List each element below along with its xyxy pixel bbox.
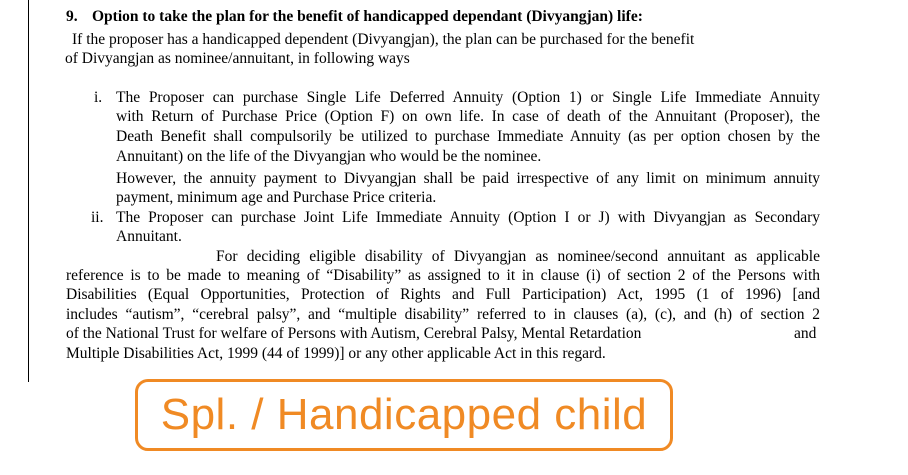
item-i-line-2: with Return of Purchase Price (Option F) on own life. In case of death of the Annuitant (Proposer), the bbox=[116, 108, 820, 125]
disability-line-5: of the National Trust for welfare of Persons with Autism, Cerebral Palsy, Mental Retardation bbox=[66, 325, 642, 342]
intro-line-2: of Divyangjan as nominee/annuitant, in following ways bbox=[65, 50, 410, 67]
item-i-line-6: payment, minimum age and Purchase Price criteria. bbox=[116, 189, 437, 206]
item-ii-line-2: Annuitant. bbox=[116, 228, 182, 245]
page-left-border bbox=[28, 0, 29, 382]
section-heading: Option to take the plan for the benefit of handicapped dependant (Divyangjan) life: bbox=[92, 8, 643, 25]
item-marker-i: i. bbox=[94, 89, 103, 106]
disability-line-3: Disabilities (Equal Opportunities, Protection of Rights and Full Participation) Act, 1995 (1 of 1996) [and bbox=[66, 286, 820, 303]
section-number: 9. bbox=[66, 8, 78, 25]
disability-line-1: For deciding eligible disability of Divyangjan as nominee/second annuitant as applicable bbox=[216, 248, 820, 265]
handicapped-child-callout: Spl. / Handicapped child bbox=[135, 379, 673, 451]
item-marker-ii: ii. bbox=[91, 209, 104, 226]
item-i-line-3: Death Benefit shall compulsorily be utilized to purchase Immediate Annuity (as per option chosen by the bbox=[116, 128, 820, 145]
disability-line-2: reference is to be made to meaning of “Disability” as assigned to it in clause (i) of section 2 of the Persons with bbox=[66, 267, 820, 284]
item-i-line-4: Annuitant) on the life of the Divyangjan who would be the nominee. bbox=[116, 148, 542, 165]
disability-line-4: includes “autism”, “cerebral palsy”, and “multiple disability” referred to in clauses (a), (c), and (h) of section 2 bbox=[66, 306, 820, 323]
item-i-line-1: The Proposer can purchase Single Life Deferred Annuity (Option 1) or Single Life Immediate Annuity bbox=[116, 89, 820, 106]
disability-line-5-and: and bbox=[794, 325, 817, 342]
item-i-line-5: However, the annuity payment to Divyangjan shall be paid irrespective of any limit on minimum annuity bbox=[116, 170, 820, 187]
disability-line-6: Multiple Disabilities Act, 1999 (44 of 1999)] or any other applicable Act in this regard. bbox=[66, 345, 606, 362]
intro-line-1: If the proposer has a handicapped dependent (Divyangjan), the plan can be purchased for the benefit bbox=[72, 31, 695, 48]
item-ii-line-1: The Proposer can purchase Joint Life Immediate Annuity (Option I or J) with Divyangjan as Secondary bbox=[116, 209, 820, 226]
